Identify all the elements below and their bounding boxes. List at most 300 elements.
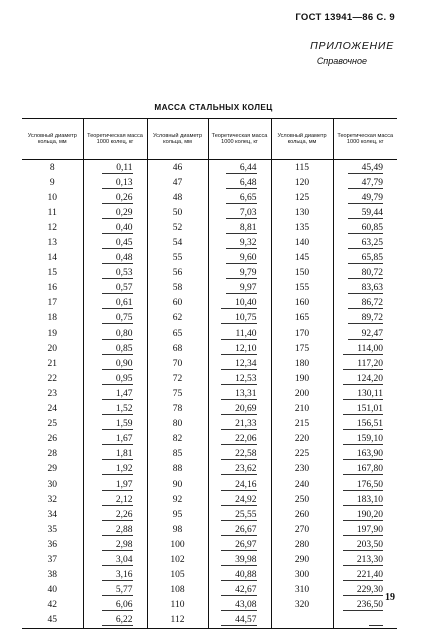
table-row xyxy=(22,296,397,311)
mass-value: 2,12 xyxy=(102,495,133,506)
diameter-cell: 26 xyxy=(47,434,57,445)
mass-value: 229,30 xyxy=(343,585,383,596)
diameter-cell: 56 xyxy=(147,266,208,281)
mass-cell xyxy=(333,552,397,567)
mass-value: 0,53 xyxy=(102,268,133,279)
mass-cell xyxy=(208,160,271,176)
diameter-cell: 105 xyxy=(147,568,208,583)
mass-cell xyxy=(333,266,397,281)
diameter-cell: 78 xyxy=(147,402,208,417)
mass-value: 2,98 xyxy=(102,540,133,551)
mass-cell xyxy=(333,190,397,205)
mass-cell xyxy=(208,235,271,250)
mass-cell xyxy=(333,341,397,356)
mass-cell xyxy=(208,356,271,371)
mass-value: 3,16 xyxy=(102,570,133,581)
mass-value: 7,03 xyxy=(226,208,257,219)
mass-cell xyxy=(208,220,271,235)
table-title: МАССА СТАЛЬНЫХ КОЛЕЦ xyxy=(154,103,273,112)
mass-value: 221,40 xyxy=(343,570,383,581)
mass-value: 22,06 xyxy=(221,434,256,445)
mass-cell xyxy=(83,235,147,250)
mass-cell xyxy=(208,522,271,537)
mass-cell xyxy=(333,477,397,492)
diameter-cell: 82 xyxy=(147,432,208,447)
mass-cell xyxy=(208,492,271,507)
mass-cell xyxy=(208,583,271,598)
mass-cell xyxy=(333,507,397,522)
diameter-cell: 60 xyxy=(147,296,208,311)
mass-value: 0,26 xyxy=(102,193,133,204)
table-row xyxy=(22,311,397,326)
diameter-cell: 12 xyxy=(47,222,57,233)
diameter-cell: 34 xyxy=(47,509,57,520)
table-row xyxy=(22,583,397,598)
mass-cell xyxy=(333,462,397,477)
mass-value: 124,20 xyxy=(343,374,383,385)
mass-cell xyxy=(208,417,271,432)
mass-value: 114,00 xyxy=(343,344,383,355)
mass-cell xyxy=(83,371,147,386)
diameter-cell: 102 xyxy=(147,552,208,567)
table-row xyxy=(22,190,397,205)
mass-cell xyxy=(333,160,397,176)
mass-cell xyxy=(83,386,147,401)
mass-value: 10,75 xyxy=(221,313,256,324)
diameter-cell: 50 xyxy=(147,205,208,220)
diameter-cell: 29 xyxy=(47,464,57,475)
diameter-cell: 8 xyxy=(49,162,55,173)
mass-value: 190,20 xyxy=(343,510,383,521)
diameter-cell: 230 xyxy=(271,462,333,477)
mass-value: 0,11 xyxy=(102,163,132,174)
table-row xyxy=(22,598,397,613)
mass-value: 21,33 xyxy=(221,419,256,430)
diameter-cell: 290 xyxy=(271,552,333,567)
mass-value: 60,85 xyxy=(348,223,383,234)
mass-value: 49,79 xyxy=(348,193,383,204)
mass-cell xyxy=(333,235,397,250)
mass-cell xyxy=(333,356,397,371)
diameter-cell: 36 xyxy=(47,539,57,550)
diameter-cell: 18 xyxy=(47,313,57,324)
mass-cell xyxy=(333,402,397,417)
diameter-cell: 55 xyxy=(147,251,208,266)
diameter-cell: 17 xyxy=(47,298,57,309)
diameter-cell: 13 xyxy=(47,238,57,249)
diameter-cell: 54 xyxy=(147,235,208,250)
diameter-cell: 62 xyxy=(147,311,208,326)
diameter-cell: 170 xyxy=(271,326,333,341)
diameter-cell: 200 xyxy=(271,386,333,401)
mass-cell xyxy=(83,402,147,417)
mass-value: 0,61 xyxy=(102,298,133,309)
diameter-cell: 108 xyxy=(147,583,208,598)
diameter-cell: 47 xyxy=(147,175,208,190)
mass-value: 65,85 xyxy=(348,253,383,264)
table-row xyxy=(22,356,397,371)
ring-mass-table xyxy=(22,118,397,629)
diameter-cell: 215 xyxy=(271,417,333,432)
document-header-code: ГОСТ 13941—86 С. 9 xyxy=(295,12,395,23)
table-row xyxy=(22,477,397,492)
mass-cell xyxy=(208,311,271,326)
diameter-cell: 28 xyxy=(47,449,57,460)
diameter-cell: 270 xyxy=(271,522,333,537)
table-row xyxy=(22,386,397,401)
diameter-cell: 40 xyxy=(47,585,57,596)
mass-value: 0,57 xyxy=(102,283,133,294)
diameter-cell: 220 xyxy=(271,432,333,447)
mass-cell xyxy=(333,281,397,296)
table-row xyxy=(22,462,397,477)
mass-value: 3,04 xyxy=(102,555,133,566)
mass-value: 25,55 xyxy=(221,510,256,521)
mass-value: 47,79 xyxy=(348,178,383,189)
mass-value: 20,69 xyxy=(221,404,256,415)
col-header-diameter-3: Условный диаметр кольца, мм xyxy=(271,119,333,160)
mass-value: 159,10 xyxy=(343,434,383,445)
mass-cell xyxy=(208,296,271,311)
diameter-cell: 88 xyxy=(147,462,208,477)
table-row xyxy=(22,492,397,507)
mass-value: 156,51 xyxy=(343,419,383,430)
diameter-cell: 72 xyxy=(147,371,208,386)
mass-value: 6,65 xyxy=(226,193,257,204)
mass-value: 1,59 xyxy=(102,419,133,430)
mass-value: 176,50 xyxy=(343,480,383,491)
table-header-row xyxy=(22,119,397,160)
mass-value: 117,20 xyxy=(343,359,383,370)
table-row xyxy=(22,175,397,190)
mass-value: 92,47 xyxy=(348,329,383,340)
mass-cell xyxy=(333,205,397,220)
mass-value: 1,67 xyxy=(102,434,133,445)
mass-cell xyxy=(83,507,147,522)
mass-cell xyxy=(83,447,147,462)
mass-value: 45,49 xyxy=(348,163,383,174)
table-row xyxy=(22,613,397,629)
mass-value: 5,77 xyxy=(102,585,133,596)
mass-value: 0,90 xyxy=(102,359,133,370)
table-row xyxy=(22,417,397,432)
diameter-cell: 250 xyxy=(271,492,333,507)
diameter-cell: 38 xyxy=(47,570,57,581)
table-row xyxy=(22,507,397,522)
diameter-cell: 46 xyxy=(147,160,208,176)
mass-cell xyxy=(83,251,147,266)
mass-cell xyxy=(333,326,397,341)
mass-cell xyxy=(83,175,147,190)
table-row xyxy=(22,552,397,567)
diameter-cell: 70 xyxy=(147,356,208,371)
diameter-cell: 68 xyxy=(147,341,208,356)
mass-cell xyxy=(83,613,147,629)
mass-value: 6,44 xyxy=(226,163,257,174)
diameter-cell: 160 xyxy=(271,296,333,311)
mass-cell xyxy=(208,552,271,567)
diameter-cell: 85 xyxy=(147,447,208,462)
mass-value: 0,40 xyxy=(102,223,133,234)
page-number: 19 xyxy=(385,592,395,603)
diameter-cell xyxy=(271,613,333,629)
mass-value: 9,79 xyxy=(226,268,257,279)
mass-cell xyxy=(208,447,271,462)
mass-value: 1,47 xyxy=(102,389,133,400)
mass-value: 43,08 xyxy=(221,600,256,611)
mass-value: 2,88 xyxy=(102,525,133,536)
mass-cell xyxy=(83,417,147,432)
mass-value: 197,90 xyxy=(343,525,383,536)
mass-cell xyxy=(333,220,397,235)
diameter-cell: 130 xyxy=(271,205,333,220)
mass-value: 11,40 xyxy=(221,329,256,340)
col-header-mass-2: Теоретическая масса 1000 колец, кг xyxy=(208,119,271,160)
mass-cell xyxy=(208,371,271,386)
table-row xyxy=(22,341,397,356)
mass-cell xyxy=(333,568,397,583)
diameter-cell: 92 xyxy=(147,492,208,507)
diameter-cell: 80 xyxy=(147,417,208,432)
mass-cell xyxy=(83,568,147,583)
mass-value: 130,11 xyxy=(343,389,383,400)
diameter-cell: 23 xyxy=(47,388,57,399)
mass-cell xyxy=(83,522,147,537)
mass-value: 1,81 xyxy=(102,449,133,460)
mass-cell xyxy=(83,296,147,311)
mass-cell xyxy=(333,175,397,190)
mass-cell xyxy=(83,160,147,176)
mass-value: 23,62 xyxy=(221,464,256,475)
table-row xyxy=(22,522,397,537)
diameter-cell: 175 xyxy=(271,341,333,356)
mass-cell xyxy=(333,522,397,537)
mass-value: 0,45 xyxy=(102,238,133,249)
mass-cell xyxy=(208,477,271,492)
diameter-cell: 16 xyxy=(47,283,57,294)
diameter-cell: 9 xyxy=(49,177,55,188)
diameter-cell: 240 xyxy=(271,477,333,492)
mass-cell xyxy=(83,537,147,552)
mass-value: 2,26 xyxy=(102,510,133,521)
diameter-cell: 10 xyxy=(47,192,57,203)
mass-cell xyxy=(83,326,147,341)
mass-cell xyxy=(83,492,147,507)
diameter-cell: 75 xyxy=(147,386,208,401)
diameter-cell: 11 xyxy=(47,207,57,218)
table-row xyxy=(22,432,397,447)
table-row xyxy=(22,266,397,281)
mass-value: 151,01 xyxy=(343,404,383,415)
mass-cell xyxy=(208,341,271,356)
col-header-diameter-2: Условный диаметр кольца, мм xyxy=(147,119,208,160)
mass-value: 203,50 xyxy=(343,540,383,551)
mass-value: 0,80 xyxy=(102,329,133,340)
mass-cell xyxy=(208,462,271,477)
mass-value: 183,10 xyxy=(343,495,383,506)
diameter-cell: 165 xyxy=(271,311,333,326)
table-row xyxy=(22,402,397,417)
mass-cell xyxy=(333,492,397,507)
diameter-cell: 135 xyxy=(271,220,333,235)
mass-cell xyxy=(83,477,147,492)
diameter-cell: 120 xyxy=(271,175,333,190)
mass-cell xyxy=(208,205,271,220)
col-header-mass-1: Теоретическая масса 1000 колец, кг xyxy=(83,119,147,160)
mass-value: 0,85 xyxy=(102,344,133,355)
diameter-cell: 20 xyxy=(47,343,57,354)
mass-cell xyxy=(333,417,397,432)
diameter-cell: 225 xyxy=(271,447,333,462)
mass-cell xyxy=(333,537,397,552)
diameter-cell: 100 xyxy=(147,537,208,552)
table-row xyxy=(22,251,397,266)
diameter-cell: 95 xyxy=(147,507,208,522)
mass-cell xyxy=(333,613,397,629)
mass-cell xyxy=(83,190,147,205)
mass-cell xyxy=(333,386,397,401)
mass-value: 42,67 xyxy=(221,585,256,596)
mass-cell xyxy=(333,311,397,326)
diameter-cell: 115 xyxy=(271,160,333,176)
mass-value: 12,53 xyxy=(221,374,256,385)
diameter-cell: 42 xyxy=(47,600,57,611)
diameter-cell: 37 xyxy=(47,554,57,565)
mass-value: 86,72 xyxy=(348,298,383,309)
diameter-cell: 190 xyxy=(271,371,333,386)
mass-cell xyxy=(208,568,271,583)
mass-value: 12,34 xyxy=(221,359,256,370)
diameter-cell: 52 xyxy=(147,220,208,235)
diameter-cell: 15 xyxy=(47,268,57,279)
ring-mass-table-container xyxy=(22,118,397,629)
diameter-cell: 110 xyxy=(147,598,208,613)
mass-cell xyxy=(208,251,271,266)
diameter-cell: 300 xyxy=(271,568,333,583)
mass-value: 22,58 xyxy=(221,449,256,460)
mass-value: 40,88 xyxy=(221,570,256,581)
mass-value: 6,06 xyxy=(102,600,133,611)
mass-value: 6,22 xyxy=(102,615,133,626)
mass-value: 24,16 xyxy=(221,480,256,491)
mass-value xyxy=(369,615,383,626)
mass-value: 6,48 xyxy=(226,178,257,189)
mass-value: 59,44 xyxy=(348,208,383,219)
mass-cell xyxy=(208,266,271,281)
diameter-cell: 14 xyxy=(47,253,57,264)
diameter-cell: 19 xyxy=(47,328,57,339)
mass-value: 0,75 xyxy=(102,313,133,324)
mass-value: 0,48 xyxy=(102,253,133,264)
diameter-cell: 22 xyxy=(47,373,57,384)
diameter-cell: 310 xyxy=(271,583,333,598)
diameter-cell: 180 xyxy=(271,356,333,371)
mass-value: 9,60 xyxy=(226,253,257,264)
diameter-cell: 30 xyxy=(47,479,57,490)
mass-value: 10,40 xyxy=(221,298,256,309)
mass-value: 13,31 xyxy=(221,389,256,400)
mass-cell xyxy=(208,402,271,417)
mass-cell xyxy=(83,462,147,477)
mass-value: 9,97 xyxy=(226,283,257,294)
mass-cell xyxy=(83,552,147,567)
mass-cell xyxy=(83,281,147,296)
diameter-cell: 320 xyxy=(271,598,333,613)
mass-cell xyxy=(333,251,397,266)
mass-cell xyxy=(208,281,271,296)
mass-cell xyxy=(208,613,271,629)
col-header-diameter-1: Условный диаметр кольца, мм xyxy=(22,119,83,160)
diameter-cell: 260 xyxy=(271,507,333,522)
mass-cell xyxy=(333,296,397,311)
table-row xyxy=(22,537,397,552)
mass-cell xyxy=(208,537,271,552)
table-row xyxy=(22,281,397,296)
diameter-cell: 25 xyxy=(47,419,57,430)
mass-cell xyxy=(83,311,147,326)
diameter-cell: 48 xyxy=(147,190,208,205)
mass-value: 83,63 xyxy=(348,283,383,294)
mass-value: 80,72 xyxy=(348,268,383,279)
mass-value: 9,32 xyxy=(226,238,257,249)
mass-value: 24,92 xyxy=(221,495,256,506)
diameter-cell: 150 xyxy=(271,266,333,281)
mass-cell xyxy=(83,432,147,447)
mass-cell xyxy=(333,371,397,386)
mass-value: 213,30 xyxy=(343,555,383,566)
diameter-cell: 35 xyxy=(47,524,57,535)
table-body xyxy=(22,160,397,629)
mass-value: 163,90 xyxy=(343,449,383,460)
mass-value: 8,81 xyxy=(226,223,257,234)
col-header-mass-3: Теоретическая масса 1000 колец, кг xyxy=(333,119,397,160)
appendix-title: ПРИЛОЖЕНИЕ xyxy=(310,40,394,52)
mass-cell xyxy=(83,356,147,371)
mass-value: 26,67 xyxy=(221,525,256,536)
table-row xyxy=(22,447,397,462)
mass-cell xyxy=(83,341,147,356)
diameter-cell: 98 xyxy=(147,522,208,537)
diameter-cell: 155 xyxy=(271,281,333,296)
mass-cell xyxy=(333,447,397,462)
mass-cell xyxy=(208,190,271,205)
mass-cell xyxy=(333,432,397,447)
mass-value: 1,92 xyxy=(102,464,133,475)
mass-value: 44,57 xyxy=(221,615,256,626)
mass-cell xyxy=(208,386,271,401)
table-row xyxy=(22,371,397,386)
diameter-cell: 45 xyxy=(22,613,83,629)
mass-value: 63,25 xyxy=(348,238,383,249)
mass-cell xyxy=(83,220,147,235)
mass-value: 1,52 xyxy=(102,404,133,415)
mass-value: 39,98 xyxy=(221,555,256,566)
mass-cell xyxy=(208,326,271,341)
table-row xyxy=(22,160,397,176)
diameter-cell: 140 xyxy=(271,235,333,250)
diameter-cell: 125 xyxy=(271,190,333,205)
diameter-cell: 90 xyxy=(147,477,208,492)
mass-cell xyxy=(83,266,147,281)
mass-value: 167,80 xyxy=(343,464,383,475)
diameter-cell: 145 xyxy=(271,251,333,266)
mass-value: 236,50 xyxy=(343,600,383,611)
mass-value: 0,13 xyxy=(102,178,133,189)
mass-value: 0,29 xyxy=(102,208,133,219)
mass-cell xyxy=(83,205,147,220)
table-row xyxy=(22,326,397,341)
mass-cell xyxy=(208,598,271,613)
